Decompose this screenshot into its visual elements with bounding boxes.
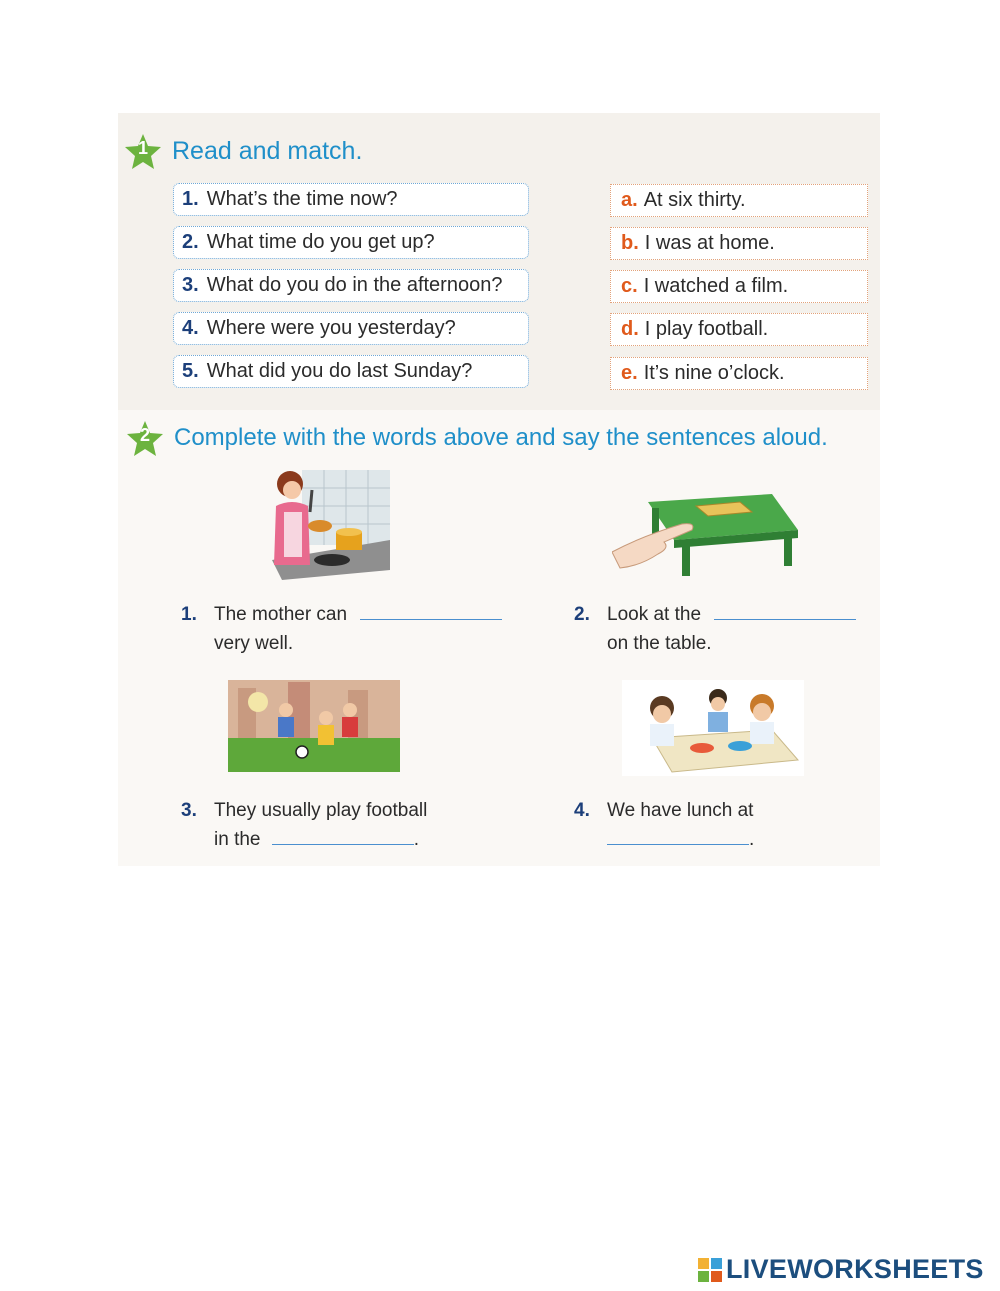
answer-text: I was at home. — [644, 232, 775, 254]
answer-e[interactable] — [610, 357, 868, 390]
answer-d[interactable] — [610, 313, 868, 346]
question-number: 4. — [182, 317, 199, 339]
question-text: Where were you yesterday? — [206, 317, 456, 339]
sentence-end: . — [749, 829, 755, 850]
answer-letter: d. — [621, 318, 639, 340]
answer-blank-1[interactable] — [360, 601, 502, 620]
question-2[interactable] — [173, 226, 529, 259]
mother-cooking-illustration — [262, 470, 390, 580]
sentence-end: . — [413, 829, 420, 850]
sentence-text: in the — [214, 829, 261, 850]
sentence-text: very well. — [214, 633, 294, 654]
question-number: 3. — [182, 274, 199, 296]
answer-text: At six thirty. — [643, 189, 746, 211]
book-on-table-illustration — [612, 490, 802, 578]
answer-letter: e. — [621, 362, 638, 384]
question-text: What do you do in the afternoon? — [206, 274, 503, 296]
sentence-3 — [181, 796, 427, 854]
answer-b[interactable] — [610, 227, 868, 260]
question-5[interactable] — [173, 355, 529, 388]
liveworksheets-brand[interactable]: LIVEWORKSHEETS — [726, 1254, 984, 1284]
sentence-1 — [181, 600, 502, 658]
answer-letter: a. — [621, 189, 638, 211]
sentence-text: Look at the — [607, 604, 702, 625]
answer-text: I watched a film. — [643, 275, 789, 297]
question-text: What time do you get up? — [206, 231, 435, 253]
question-text: What’s the time now? — [206, 188, 398, 210]
sentence-number: 3. — [181, 800, 197, 821]
answer-text: I play football. — [644, 318, 769, 340]
exercise-1-number: 1 — [137, 138, 148, 158]
sentence-4 — [574, 796, 754, 854]
sentence-text: The mother can — [214, 604, 348, 625]
exercise-1-title: Read and match. — [172, 137, 363, 165]
question-number: 2. — [182, 231, 199, 253]
children-lunch-illustration — [622, 680, 804, 776]
exercise-1-star-badge — [124, 133, 162, 171]
answer-blank-4[interactable] — [607, 826, 749, 845]
question-number: 5. — [182, 360, 199, 382]
answer-c[interactable] — [610, 270, 868, 303]
sentence-number: 1. — [181, 604, 197, 625]
answer-a[interactable] — [610, 184, 868, 217]
children-football-illustration — [228, 680, 400, 772]
question-1[interactable] — [173, 183, 529, 216]
answer-letter: b. — [621, 232, 639, 254]
sentence-text: on the table. — [607, 633, 712, 654]
exercise-2-number: 2 — [139, 425, 150, 445]
question-3[interactable] — [173, 269, 529, 302]
question-4[interactable] — [173, 312, 529, 345]
sentence-text: We have lunch at — [607, 800, 754, 821]
sentence-text: They usually play football — [214, 800, 428, 821]
exercise-2-title: Complete with the words above and say the sentences aloud. — [174, 424, 828, 451]
answer-text: It’s nine o’clock. — [643, 362, 785, 384]
answer-blank-2[interactable] — [714, 601, 856, 620]
answer-letter: c. — [621, 275, 638, 297]
question-number: 1. — [182, 188, 199, 210]
question-text: What did you do last Sunday? — [206, 360, 473, 382]
sentence-2 — [574, 600, 856, 658]
exercise-2-star-badge — [126, 420, 164, 458]
sentence-number: 2. — [574, 604, 590, 625]
liveworksheets-logo-icon — [698, 1258, 722, 1282]
answer-blank-3[interactable] — [272, 826, 414, 845]
sentence-number: 4. — [574, 800, 590, 821]
